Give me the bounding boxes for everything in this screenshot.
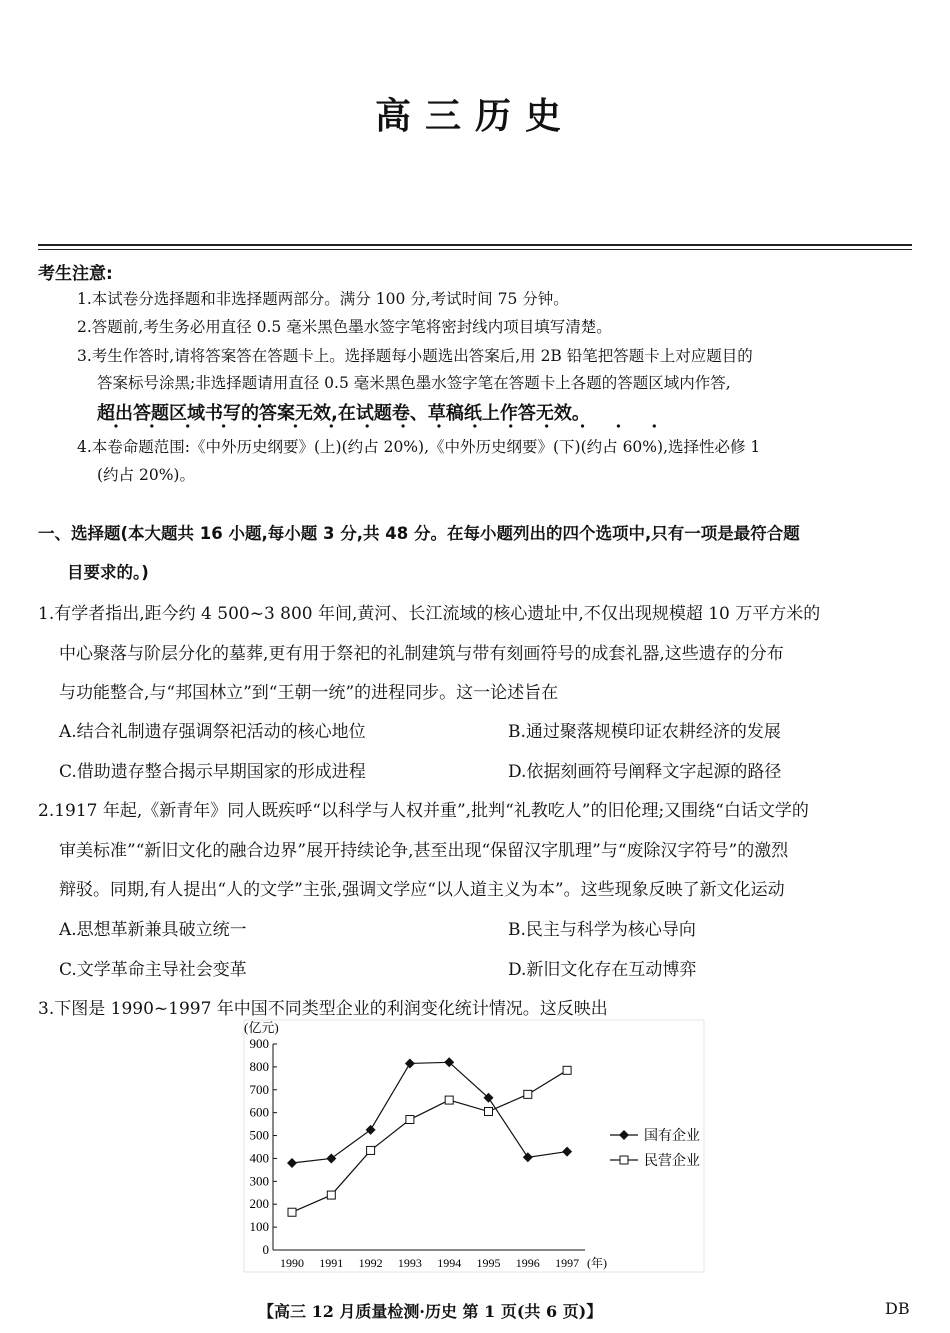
question-2-line-2: 审美标准”“新旧文化的融合边界”展开持续论争,甚至出现“保留汉字肌理”与“废除汉字符号”的激烈 <box>59 841 789 861</box>
x-tick-label: 1990 <box>280 1256 304 1270</box>
footer-code: DB <box>885 1299 910 1318</box>
data-point <box>485 1108 493 1116</box>
question-2-line-1: 2.1917 年起,《新青年》同人既疾呼“以科学与人权并重”,批判“礼教吃人”的旧伦理;又围绕“白话文学的 <box>38 801 809 821</box>
data-point <box>562 1147 572 1157</box>
question-3-line-1: 3.下图是 1990~1997 年中国不同类型企业的利润变化统计情况。这反映出 <box>38 999 608 1019</box>
page-footer: 【高三 12 月质量检测·历史 第 1 页(共 6 页)】 <box>258 1302 603 1321</box>
y-tick-label: 100 <box>249 1219 269 1235</box>
question-1-option-c: C.借助遗存整合揭示早期国家的形成进程 <box>59 762 366 782</box>
section-heading-cont: 目要求的。) <box>67 563 149 582</box>
question-2-option-b: B.民主与科学为核心导向 <box>508 920 696 940</box>
x-tick-label: 1995 <box>476 1256 501 1270</box>
chart-frame <box>244 1020 704 1272</box>
x-tick-label: 1992 <box>358 1256 383 1270</box>
data-point <box>524 1090 532 1098</box>
y-tick-label: 700 <box>249 1081 269 1097</box>
question-1-option-b: B.通过聚落规模印证农耕经济的发展 <box>508 722 781 742</box>
question-2-option-d: D.新旧文化存在互动博弈 <box>508 960 697 980</box>
section-heading: 一、选择题(本大题共 16 小题,每小题 3 分,共 48 分。在每小题列出的四个选项中,只有一项是最符合题 <box>38 524 800 543</box>
question-1-line-3: 与功能整合,与“邦国林立”到“王朝一统”的进程同步。这一论述旨在 <box>59 683 559 703</box>
x-tick-label: 1994 <box>437 1256 462 1270</box>
data-point <box>563 1066 571 1074</box>
question-1-option-a: A.结合礼制遗存强调祭祀活动的核心地位 <box>59 722 366 742</box>
x-tick-label: 1991 <box>319 1256 344 1270</box>
y-tick-label: 0 <box>262 1242 269 1257</box>
y-tick-label: 900 <box>249 1036 269 1051</box>
x-axis-label: (年) <box>587 1256 607 1270</box>
data-point <box>327 1191 335 1199</box>
data-point <box>326 1153 336 1163</box>
question-1-line-1: 1.有学者指出,距今约 4 500~3 800 年间,黄河、长江流域的核心遗址中,不仅出现规模超 10 万平方米的 <box>38 604 821 624</box>
legend-marker <box>620 1156 628 1164</box>
notice-item-4: 4.本卷命题范围:《中外历史纲要》(上)(约占 20%),《中外历史纲要》(下)(约占 60%),选择性必修 1 <box>77 438 761 456</box>
y-axis-label: (亿元) <box>244 1020 279 1035</box>
series-line-1 <box>292 1062 567 1163</box>
emphasis-dots <box>98 424 672 428</box>
y-tick-label: 800 <box>249 1058 269 1074</box>
question-2-line-3: 辩驳。同期,有人提出“人的文学”主张,强调文学应“以人道主义为本”。这些现象反映了新文化运动 <box>59 880 785 900</box>
data-point <box>288 1208 296 1216</box>
data-point <box>523 1152 533 1162</box>
y-tick-label: 500 <box>249 1127 269 1143</box>
data-point <box>406 1116 414 1124</box>
header-rule-thin <box>38 249 912 250</box>
legend-label: 民营企业 <box>644 1154 700 1169</box>
profit-chart <box>230 1018 710 1278</box>
y-tick-label: 200 <box>249 1196 269 1212</box>
notice-item-3-cont: 答案标号涂黑;非选择题请用直径 0.5 毫米黑色墨水签字笔在答题卡上各题的答题区域内作答, <box>97 374 731 392</box>
data-point <box>287 1158 297 1168</box>
x-tick-label: 1993 <box>397 1256 422 1270</box>
question-1-option-d: D.依据刻画符号阐释文字起源的路径 <box>508 762 782 782</box>
y-tick-label: 600 <box>249 1104 269 1120</box>
notice-item-2: 2.答题前,考生务必用直径 0.5 毫米黑色墨水签字笔将密封线内项目填写清楚。 <box>77 318 612 336</box>
notice-item-4-cont: (约占 20%)。 <box>97 466 195 484</box>
notice-item-3-emphasis: 超出答题区域书写的答案无效,在试题卷、草稿纸上作答无效。 <box>97 403 590 424</box>
notice-item-3: 3.考生作答时,请将答案答在答题卡上。选择题每小题选出答案后,用 2B 铅笔把答题卡上对应题目的 <box>77 347 753 365</box>
data-point <box>366 1125 376 1135</box>
data-point <box>405 1058 415 1068</box>
y-tick-label: 400 <box>249 1150 269 1166</box>
question-1-line-2: 中心聚落与阶层分化的墓葬,更有用于祭祀的礼制建筑与带有刻画符号的成套礼器,这些遗存的分布 <box>59 644 784 664</box>
y-tick-label: 300 <box>249 1173 269 1189</box>
notice-heading: 考生注意: <box>38 264 113 284</box>
question-2-option-a: A.思想革新兼具破立统一 <box>59 920 247 940</box>
question-2-option-c: C.文学革命主导社会变革 <box>59 960 247 980</box>
legend-label: 国有企业 <box>644 1129 700 1144</box>
data-point <box>445 1096 453 1104</box>
notice-item-1: 1.本试卷分选择题和非选择题两部分。满分 100 分,考试时间 75 分钟。 <box>77 290 569 308</box>
header-rule <box>38 244 912 246</box>
data-point <box>367 1146 375 1154</box>
x-tick-label: 1997 <box>555 1256 580 1270</box>
legend-marker <box>619 1130 629 1140</box>
page-title: 高三历史 <box>374 95 575 137</box>
x-tick-label: 1996 <box>515 1256 540 1270</box>
